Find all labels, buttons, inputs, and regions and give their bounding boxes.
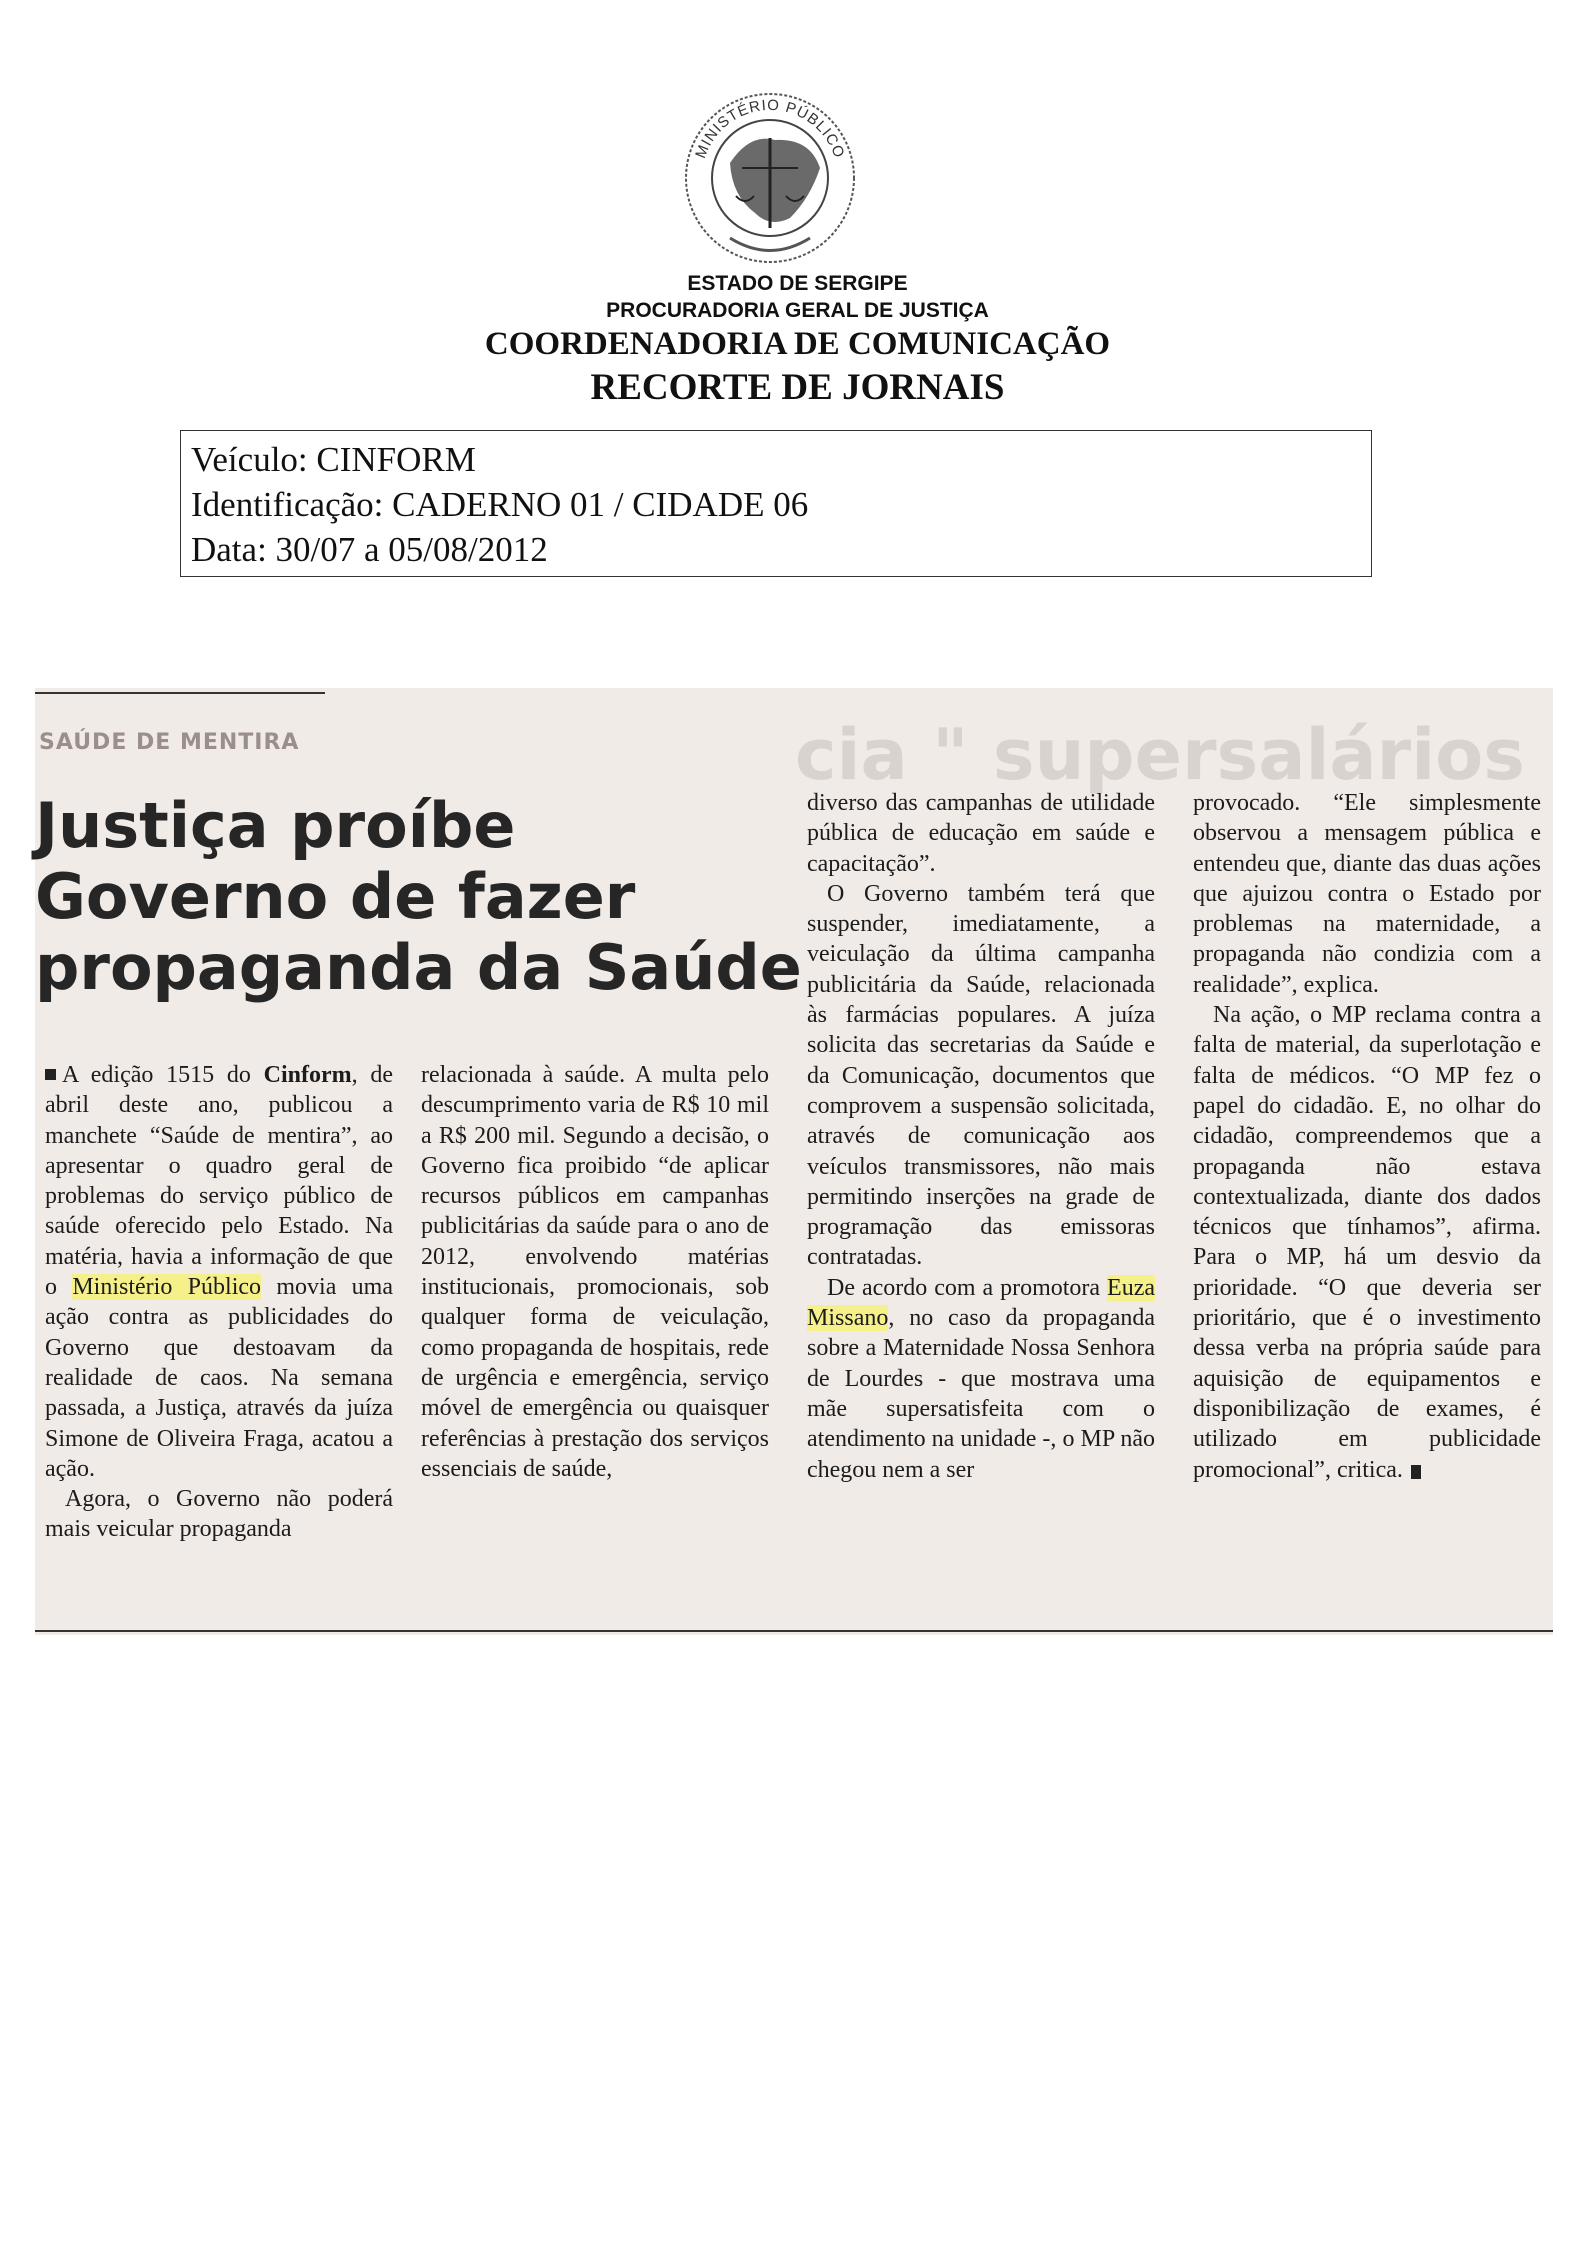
ministerio-publico-seal: [670, 78, 870, 268]
vehicle-line: Veículo: CINFORM: [191, 440, 476, 479]
headline-line: Governo de fazer: [35, 860, 636, 933]
paragraph: Na ação, o MP reclama contra a falta de material, da superlotação e falta de médicos. “O MP fez o papel do cidadão. E, no olhar do cidadão, compreendemos que a propaganda não estava contextualizada, diante dos dados técnicos que tínhamos”, afirma. Para o MP, há um desvio da prioridade. “O que deveria ser prioritário, que é o investimento dessa verba na própria saúde para aquisição de equipamentos e disponibilização de exames, é utilizado em publicidade promocional”, critica.: [1193, 1002, 1541, 1483]
paragraph: provocado. “Ele simplesmente observou a mensagem pública e entendeu que, diante das duas ações que ajuizou contra o Estado por problemas na maternidade, a propaganda não condizia com a realidade”, explica.: [1193, 790, 1541, 998]
date-line: Data: 30/07 a 05/08/2012: [191, 530, 548, 569]
article-column-2: [421, 1060, 769, 1484]
header-department: COORDENADORIA DE COMUNICAÇÃO: [484, 326, 1111, 362]
paragraph: Agora, o Governo não poderá mais veicular propaganda: [45, 1486, 393, 1543]
bullet-icon: [45, 1069, 56, 1080]
paragraph: De acordo com a promotora Euza Missano, no caso da propaganda sobre a Maternidade Nossa Senhora de Lourdes - que mostrava uma mãe supersatisfeita com o atendimento na unidade -, o MP não chegou nem a ser: [807, 1274, 1155, 1483]
article-column-1: [45, 1060, 393, 1545]
clipping-bottom-rule: [35, 1630, 1553, 1632]
background-headline-ghost: cia " supersalários: [795, 714, 1525, 796]
header-state: ESTADO DE SERGIPE: [687, 272, 908, 295]
identification-line: Identificação: CADERNO 01 / CIDADE 06: [191, 485, 809, 524]
paragraph: diverso das campanhas de utilidade pública de educação em saúde e capacitação”.: [807, 790, 1155, 877]
header-title: RECORTE DE JORNAIS: [590, 367, 1005, 408]
paragraph: relacionada à saúde. A multa pelo descumprimento varia de R$ 10 mil a R$ 200 mil. Segundo a decisão, o Governo fica proibido “de aplicar recursos públicos em campanhas publicitárias da saúde para o ano de 2012, envolvendo matérias institucionais, promocionais, sob qualquer forma de veiculação, como propaganda de hospitais, rede de urgência e emergência, serviço móvel de emergência ou quaisquer referências à prestação dos serviços essenciais de saúde,: [421, 1062, 769, 1482]
headline-line: Justiça proíbe: [35, 789, 516, 862]
article-column-3: [807, 788, 1155, 1485]
paragraph: A edição 1515 do Cinform, de abril deste ano, publicou a manchete “Saúde de mentira”, ao apresentar o quadro geral de problemas do serviço público de saúde oferecido pelo Estado. Na matéria, havia a informação de que o Ministério Público movia uma ação contra as publicidades do Governo que destoavam da realidade de caos. Na semana passada, a Justiça, através da juíza Simone de Oliveira Fraga, acatou a ação.: [45, 1062, 393, 1482]
clipping-info-box: [180, 430, 1372, 577]
section-label: SAÚDE DE MENTIRA: [39, 730, 300, 755]
article-column-4: [1193, 788, 1541, 1485]
section-rule: [35, 692, 325, 694]
header-office: PROCURADORIA GERAL DE JUSTIÇA: [606, 299, 989, 322]
article-headline: [35, 789, 802, 1004]
highlighted-text: Ministério Público: [72, 1274, 262, 1301]
highlighted-text: Euza Missano: [807, 1274, 1155, 1332]
newspaper-clipping: [35, 688, 1553, 1635]
end-mark-icon: [1411, 1465, 1421, 1479]
headline-line: propaganda da Saúde: [35, 931, 802, 1004]
paragraph: O Governo também terá que suspender, imediatamente, a veiculação da última campanha publicitária da Saúde, relacionada às farmácias populares. A juíza solicita das secretarias da Saúde e da Comunicação, documentos que comprovem a suspensão solicitada, através de comunicação aos veículos transmissores, não mais permitindo inserções na grade de programação das emissoras contratadas.: [807, 880, 1155, 1271]
seal-text: MINISTÉRIO PÚBLICO: [692, 96, 848, 161]
